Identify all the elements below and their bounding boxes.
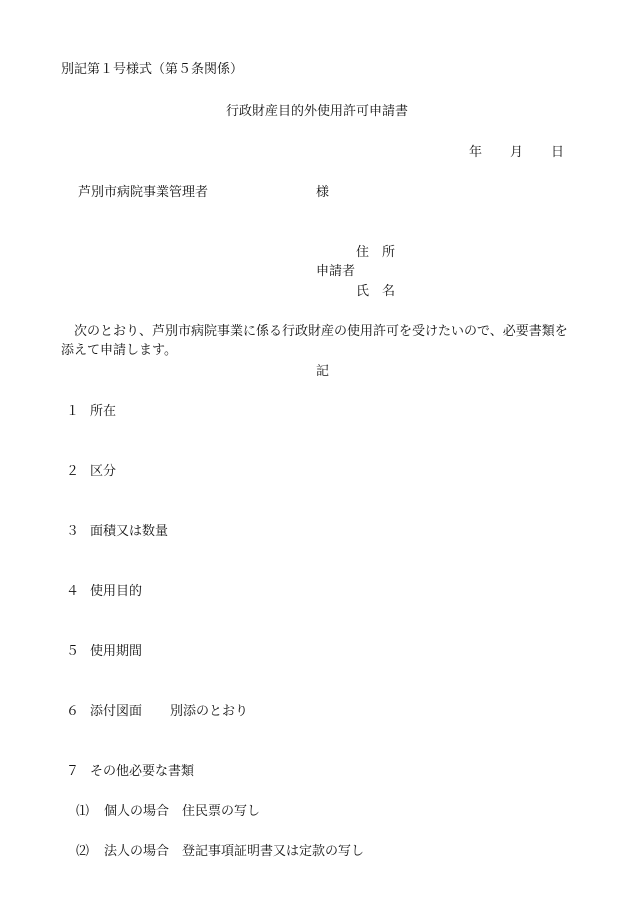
addressee-name: 芦別市病院事業管理者 [78,185,209,200]
applicant-address-label: 住 所 [356,245,396,260]
item-6-label: 添付図面 [90,704,143,719]
sub-item-1-value: 住民票の写し [182,804,261,819]
item-3-number: ３ [66,524,80,539]
ki-heading: 記 [316,364,330,379]
document-title: 行政財産目的外使用許可申請書 [226,104,409,119]
body-text-line-2: 添えて申請します。 [61,343,177,358]
addressee-honorific: 様 [316,185,330,200]
sub-item-2-value: 登記事項証明書又は定款の写し [182,844,365,859]
item-5-number: ５ [66,644,80,659]
item-2-label: 区分 [90,464,117,479]
sub-item-2-label: 法人の場合 [104,844,170,859]
item-4-label: 使用目的 [90,584,143,599]
item-1-number: １ [66,404,80,419]
date-year-label: 年 [469,145,483,160]
item-2-number: ２ [66,464,80,479]
item-5-label: 使用期間 [90,644,143,659]
sub-item-1-label: 個人の場合 [104,804,170,819]
item-4-number: ４ [66,584,80,599]
item-6-value: 別添のとおり [170,704,249,719]
applicant-label: 申請者 [316,264,356,279]
sub-item-2-number: ⑵ [76,844,90,859]
body-text-line-1: 次のとおり、芦別市病院事業に係る行政財産の使用許可を受けたいので、必要書類を [61,324,568,339]
applicant-name-label: 氏 名 [356,284,396,299]
item-7-number: ７ [66,764,80,779]
date-month-label: 月 [510,145,524,160]
sub-item-1-number: ⑴ [76,804,90,819]
item-6-number: ６ [66,704,80,719]
item-7-label: その他必要な書類 [90,764,195,779]
item-1-label: 所在 [90,404,117,419]
form-label: 別記第１号様式（第５条関係） [61,62,244,77]
date-day-label: 日 [551,145,565,160]
item-3-label: 面積又は数量 [90,524,169,539]
